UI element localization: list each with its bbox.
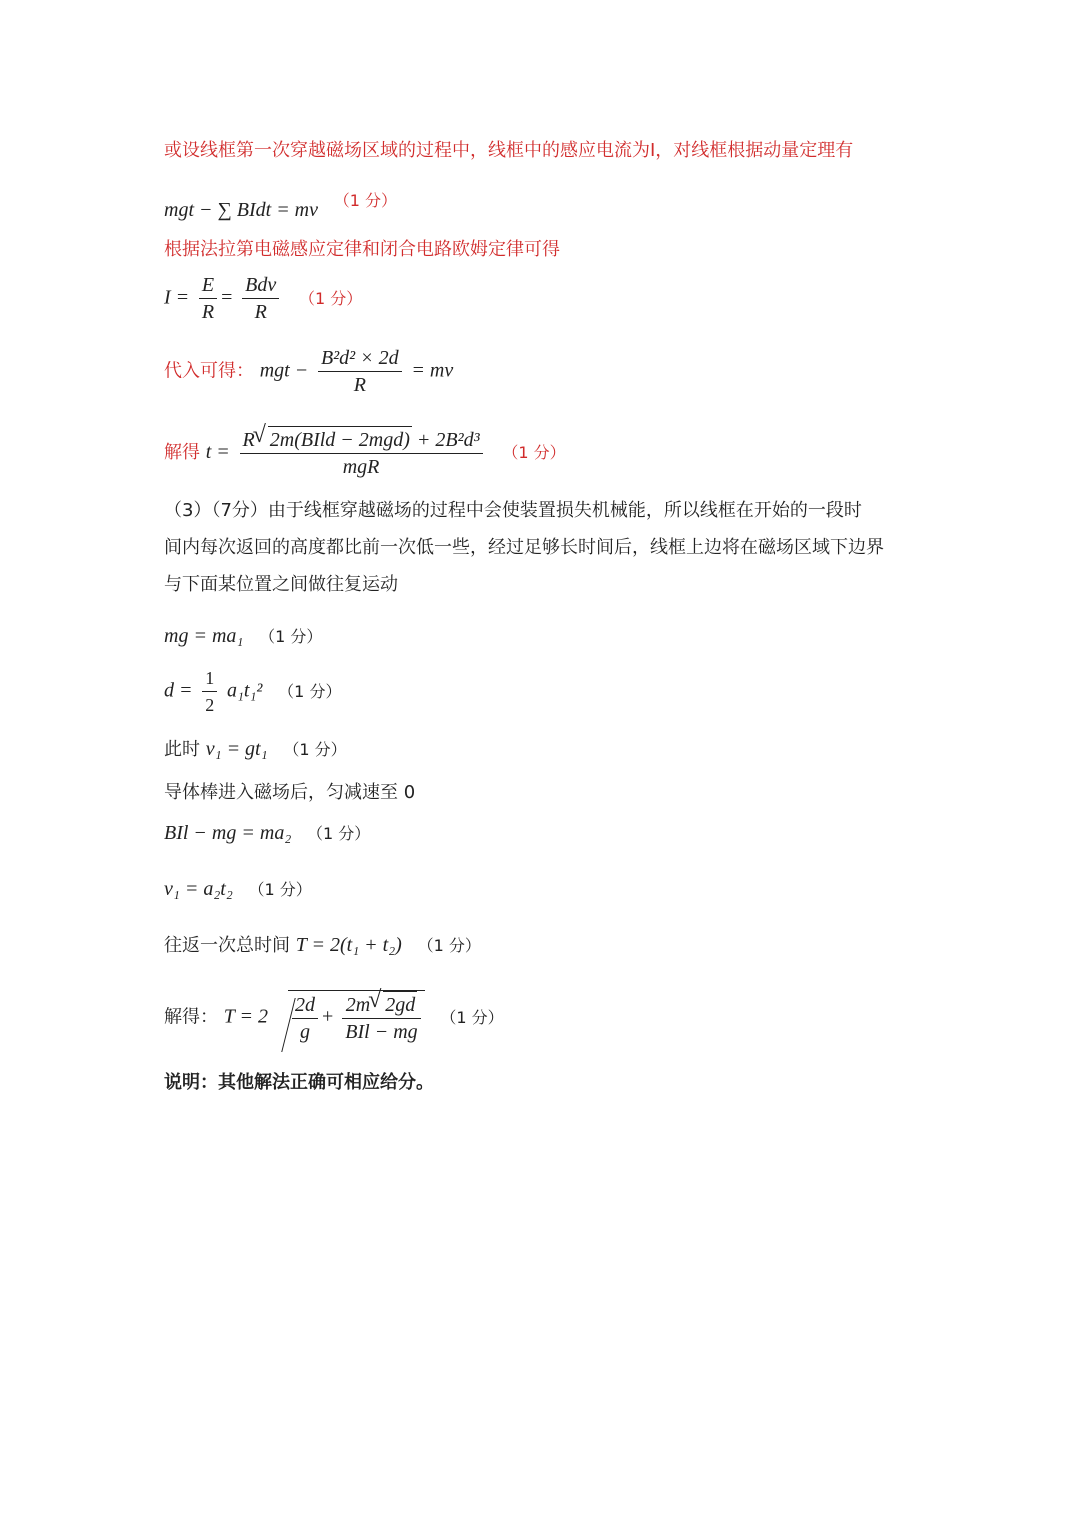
score-label: （1 分） [283, 740, 347, 759]
equation-text: v₁ = a₂t₂ [164, 878, 233, 900]
paragraph-part3-line2: 间内每次返回的高度都比前一次低一些，经过足够长时间后，线框上边将在磁场区域下边界 [164, 537, 884, 558]
numerator [342, 991, 420, 1019]
denominator: R [254, 301, 267, 323]
numerator [240, 426, 483, 454]
radicand: 2m(BIld − 2mgd) [268, 426, 412, 453]
numerator: 1 [202, 665, 217, 692]
line-prefix: 解得 [164, 442, 200, 463]
equation-part: t = [205, 441, 230, 463]
fraction-2m-sqrt-over-bil [342, 991, 420, 1045]
equation-momentum [164, 188, 397, 224]
equation-text: v₁ = gt₁ [205, 738, 268, 760]
numerator: B²d² × 2d [318, 345, 402, 372]
equation-part: a₁t₁² [226, 679, 263, 702]
equation-final-t [164, 990, 504, 1045]
equation-total-time [164, 932, 481, 959]
line-prefix: 解得： [164, 1006, 218, 1028]
text-line-decelerate: 导体棒进入磁场后，匀减速至 0 [164, 782, 416, 803]
equation-mg-ma1 [164, 623, 322, 650]
equation-d-half-at2 [164, 665, 341, 718]
line-prefix: 此时 [164, 739, 200, 760]
score-label: （1 分） [248, 880, 312, 899]
fraction-e-over-r [199, 272, 217, 325]
score-label: （1 分） [307, 824, 371, 843]
note-line: 说明：其他解法正确可相应给分。 [164, 1072, 434, 1093]
equation-v1-a2t2 [164, 876, 312, 903]
equation-part: d = [164, 679, 193, 702]
score-label: （1 分） [440, 1007, 504, 1027]
numerator: 2d [292, 992, 318, 1019]
fraction-b2d2-2d-over-r [318, 345, 402, 398]
equation-text: BIl − mg = ma₂ [164, 822, 292, 844]
denominator: mgR [342, 456, 380, 478]
numerator: Bdv [242, 272, 279, 299]
equation-part: = mv [411, 359, 454, 382]
numerator: E [199, 272, 217, 299]
equation-bil-mg [164, 820, 370, 847]
denominator: 2 [205, 695, 215, 715]
denominator: BIl − mg [345, 1021, 418, 1043]
denominator: R [353, 374, 366, 396]
numerator-tail: + 2B²d³ [416, 429, 480, 451]
score-label: （1 分） [278, 681, 342, 701]
equation-solve-t [164, 426, 566, 480]
fraction-2d-over-g [292, 992, 318, 1045]
denominator: R [201, 301, 215, 323]
score-label: （1 分） [298, 288, 363, 308]
text-line-faraday: 根据法拉第电磁感应定律和闭合电路欧姆定律可得 [164, 239, 560, 260]
radicand [288, 990, 425, 1045]
plus-sign: + [322, 1005, 334, 1028]
paragraph-part3-line3: 与下面某位置之间做往复运动 [164, 574, 398, 595]
line-prefix: 代入可得： [164, 360, 254, 382]
big-sqrt [268, 990, 425, 1045]
equation-lhs: I = [164, 286, 190, 309]
paragraph-part3-line1: （3）（7分）由于线框穿越磁场的过程中会使装置损失机械能，所以线框在开始的一段时 [164, 500, 862, 521]
line-prefix: 往返一次总时间 [164, 935, 290, 956]
denominator: g [300, 1020, 310, 1043]
equation-current: I = $\frac{E}{R}$ = $\frac{\text{Bdv}}{R}$ （1 分） [164, 274, 363, 323]
equation-v1-gt1 [164, 736, 347, 763]
equation-part: mgt − [259, 359, 309, 382]
score-label: （1 分） [333, 191, 398, 210]
equation-substitute [164, 345, 453, 398]
equation-text: T = 2(t₁ + t₂) [295, 934, 402, 956]
numerator-part: 2m [345, 994, 371, 1016]
fraction-t-solution [240, 426, 483, 480]
radicand: 2gd [383, 991, 417, 1018]
fraction-one-half [202, 665, 217, 718]
equation-text: mg = ma₁ [164, 625, 244, 647]
text-line-current: 或设线框第一次穿越磁场区域的过程中，线框中的感应电流为I，对线框根据动量定理有 [164, 140, 854, 161]
sqrt [370, 991, 417, 1018]
numerator-r: R [242, 429, 255, 451]
score-label: （1 分） [259, 627, 323, 646]
fraction-bdv-over-r [242, 272, 279, 325]
score-label: （1 分） [417, 936, 481, 955]
sqrt [255, 426, 412, 453]
score-label: （1 分） [502, 443, 566, 462]
equation-text: mgt − ∑ BIdt = mv [164, 199, 319, 221]
equation-part: T = 2 [223, 1005, 268, 1028]
